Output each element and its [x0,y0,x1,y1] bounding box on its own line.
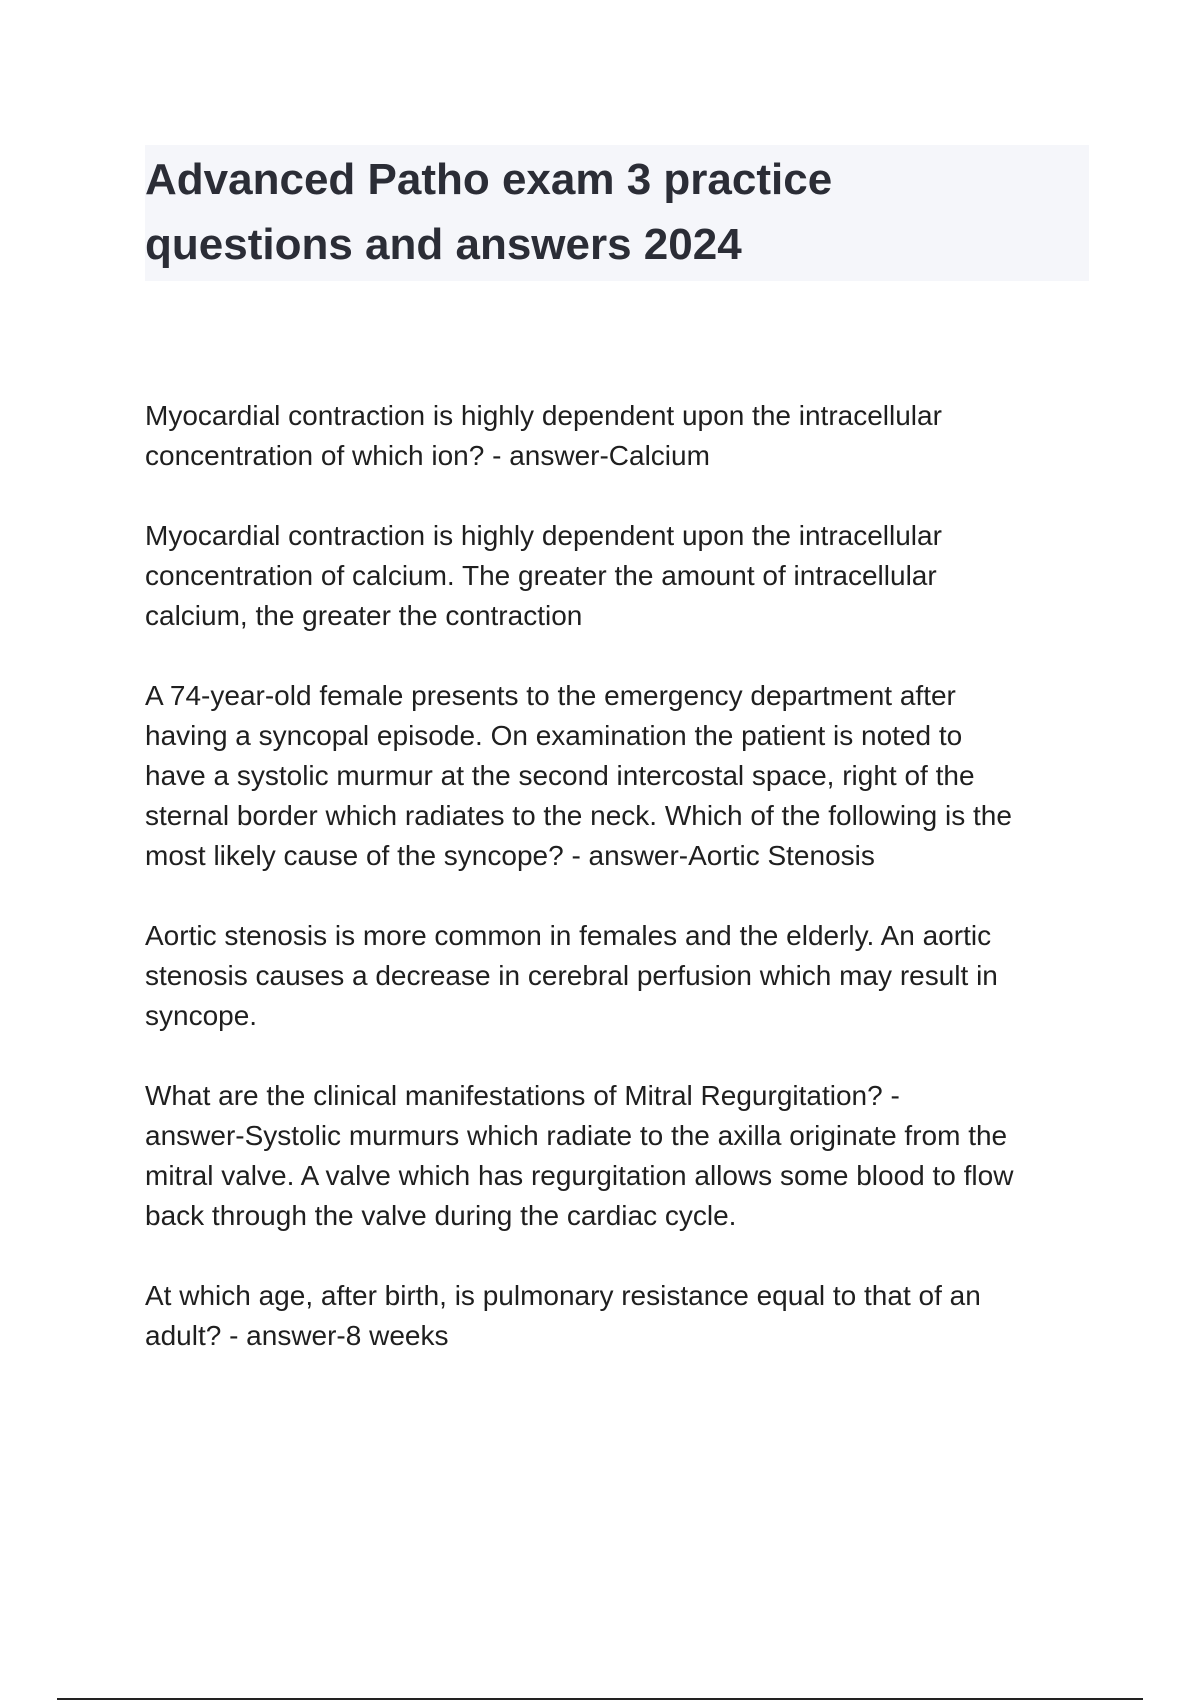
page-title: Advanced Patho exam 3 practice questions and answers 2024 [145,155,833,269]
paragraph-question-3: What are the clinical manifestations of Mitral Regurgitation? - answer-Systolic murmurs which radiate to the axilla originate from the mitral valve. A valve which has regurgitation allows some blood to flow back through the valve during the cardiac cycle. [145,1080,1014,1231]
title-banner [145,145,1089,281]
paragraph-question-2: A 74-year-old female presents to the emergency department after having a syncopal episode. On examination the patient is noted to have a systolic murmur at the second intercostal space, right of the sternal border which radiates to the neck. Which of the following is the most likely cause of the syncope? - answer-Aortic Stenosis [145,680,1012,871]
document-body [145,396,1095,1396]
paragraph-question-1: Myocardial contraction is highly dependent upon the intracellular concentration of which ion? - answer-Calcium [145,400,942,471]
paragraph-question-4: At which age, after birth, is pulmonary resistance equal to that of an adult? - answer-8 weeks [145,1280,981,1351]
paragraph-explanation-2: Aortic stenosis is more common in females and the elderly. An aortic stenosis causes a decrease in cerebral perfusion which may result in syncope. [145,920,998,1031]
paragraph-explanation-1: Myocardial contraction is highly dependent upon the intracellular concentration of calcium. The greater the amount of intracellular calcium, the greater the contraction [145,520,942,631]
